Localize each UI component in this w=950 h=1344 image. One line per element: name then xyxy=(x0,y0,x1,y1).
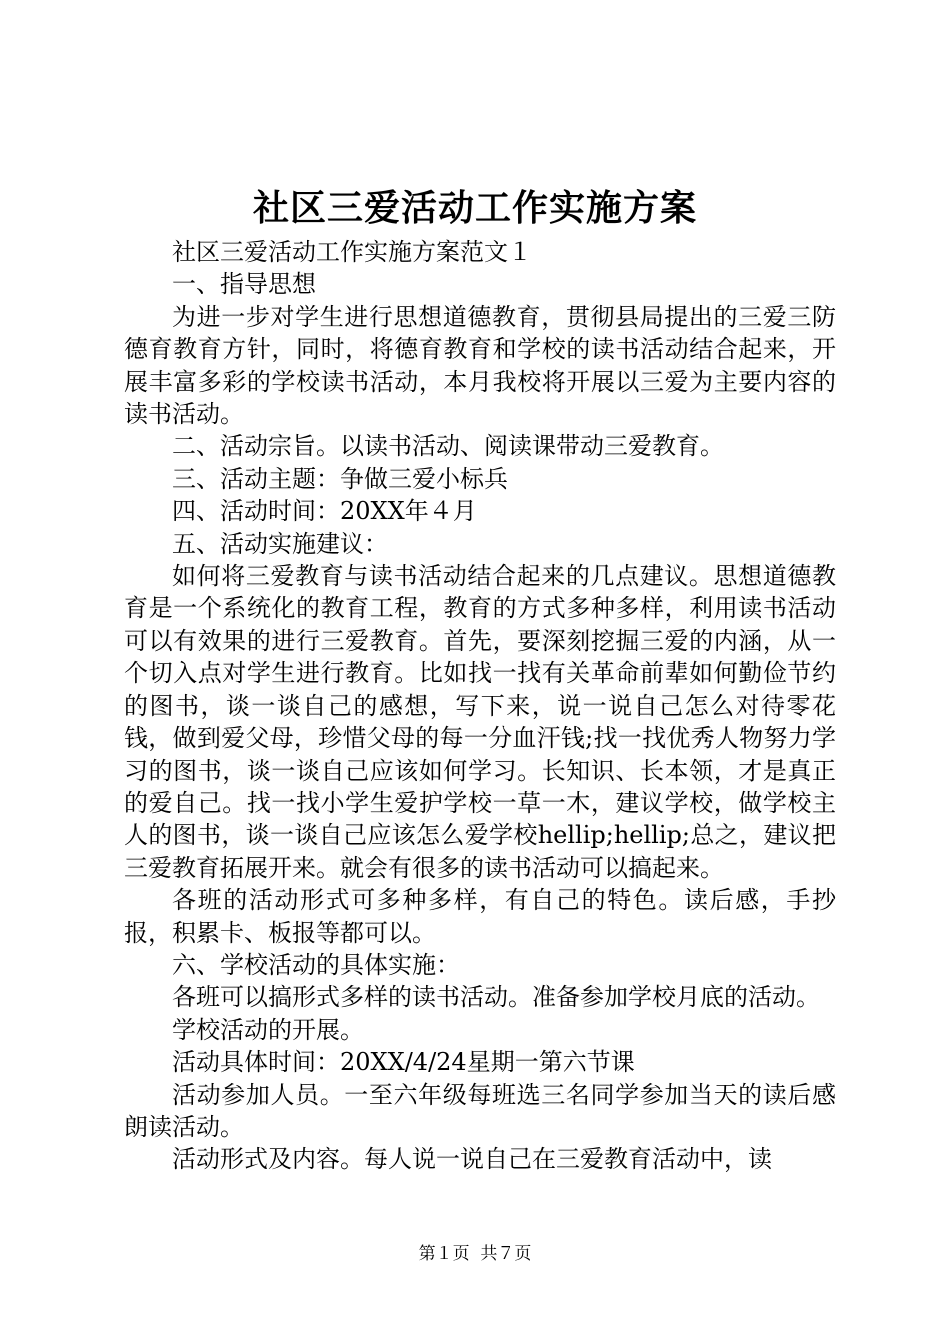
page-number: 第１页 xyxy=(418,1244,470,1264)
page-total: 共７页 xyxy=(480,1244,532,1264)
document-body xyxy=(124,236,836,1176)
paragraph-form-content: 活动形式及内容。每人说一说自己在三爱教育活动中，读 xyxy=(172,1145,772,1174)
paragraph-section-1-heading: 一、指导思想 xyxy=(172,270,316,299)
paragraph-subtitle: 社区三爱活动工作实施方案范文１ xyxy=(172,238,532,266)
paragraph-activity-theme: 三、活动主题：争做三爱小标兵 xyxy=(172,464,508,493)
paragraph-suggestions: 如何将三爱教育与读书活动结合起来的几点建议。思想道德教育是一个系统化的教育工程，教育的方式多种多样，利用读书活动可以有效果的进行三爱教育。首先，要深刻挖掘三爱的内涵，从一个切入点对学生进行教育。比如找一找有关革命前辈如何勤俭节约的图书，谈一谈自己的感想，写下来，说一说自己怎么对待零花钱，做到爱父母，珍惜父母的每一分血汗钱;找一找优秀人物努力学习的图书，谈一谈自己应该如何学习。长知识、长本领，才是真正的爱自己。找一找小学生爱护学校一草一木，建议学校，做学校主人的图书，谈一谈自己应该怎么爱学校hellip;hellip;总之，建议把三爱教育拓展开来。就会有很多的读书活动可以搞起来。 xyxy=(124,562,836,882)
paragraph-specific-time: 活动具体时间：20XX/4/24星期一第六节课 xyxy=(172,1048,635,1077)
paragraph-school-activity: 学校活动的开展。 xyxy=(172,1015,364,1044)
page-footer xyxy=(0,1242,950,1266)
paragraph-activity-purpose: 二、活动宗旨。以读书活动、阅读课带动三爱教育。 xyxy=(172,432,724,461)
paragraph-class-preparation: 各班可以搞形式多样的读书活动。准备参加学校月底的活动。 xyxy=(172,983,820,1012)
document-title: 社区三爱活动工作实施方案 xyxy=(252,187,697,229)
paragraph-participants: 活动参加人员。一至六年级每班选三名同学参加当天的读后感朗读活动。 xyxy=(124,1080,836,1141)
paragraph-class-activities: 各班的活动形式可多种多样，有自己的特色。读后感，手抄报，积累卡、板报等都可以。 xyxy=(124,886,836,947)
paragraph-section-5-heading: 五、活动实施建议： xyxy=(172,529,388,558)
paragraph-section-6-heading: 六、学校活动的具体实施： xyxy=(172,950,460,979)
paragraph-activity-time: 四、活动时间：20XX年４月 xyxy=(172,497,477,526)
paragraph-guiding-thought: 为进一步对学生进行思想道德教育，贯彻县局提出的三爱三防德育教育方针，同时，将德育教育和学校的读书活动结合起来，开展丰富多彩的学校读书活动，本月我校将开展以三爱为主要内容的读书活动。 xyxy=(124,302,836,429)
